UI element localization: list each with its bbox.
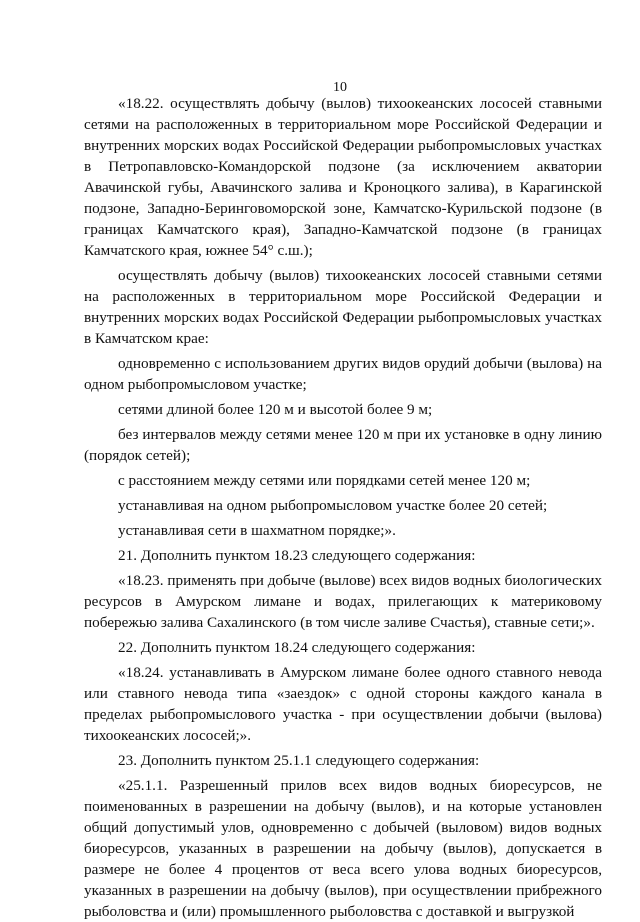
amendment-22-heading: 22. Дополнить пунктом 18.24 следующего содержания:	[118, 639, 476, 656]
paragraph-18-23: «18.23. применять при добыче (вылове) всех видов водных биологических ресурсов в Амурском лимане и водах, прилегающих к материковому побережью залива Сахалинского (в том числе заливе Счастья), ставные сети;».	[84, 572, 602, 631]
list-item: устанавливая на одном рыбопромысловом участке более 20 сетей;	[118, 497, 548, 514]
list-item: с расстоянием между сетями или порядками сетей менее 120 м;	[118, 472, 531, 489]
list-item: одновременно с использованием других видов орудий добычи (вылова) на одном рыбопромысловом участке;	[84, 355, 602, 393]
paragraph-list-intro: осуществлять добычу (вылов) тихоокеанских лососей ставными сетями на расположенных в территориальном море Российской Федерации и внутренних морских водах Российской Федерации рыбопромысловых участках в Камчатском крае:	[84, 267, 602, 347]
paragraph-18-24: «18.24. устанавливать в Амурском лимане более одного ставного невода или ставного невода типа «заездок» с одной стороны каждого канала в пределах рыбопромыслового участка - при осуществлении добычи (вылова) тихоокеанских лососей;».	[84, 664, 602, 744]
list-item: без интервалов между сетями менее 120 м при их установке в одну линию (порядок сетей);	[84, 426, 602, 464]
paragraph-18-22: «18.22. осуществлять добычу (вылов) тихоокеанских лососей ставными сетями на расположенных в территориальном море Российской Федерации и внутренних морских водах Российской Федерации рыбопромысловых участках в Петропавловско-Командорской подзоне (за исключением акватории Авачинской губы, Авачинского залива и Кроноцкого залива), в Карагинской подзоне, Западно-Беринговоморской зоне, Камчатско-Курильской подзоне (в границах Камчатского края), Западно-Камчатской подзоне (в границах Камчатского края, южнее 54° с.ш.);	[84, 95, 602, 259]
amendment-23-heading: 23. Дополнить пунктом 25.1.1 следующего содержания:	[118, 752, 480, 769]
paragraph-25-1-1: «25.1.1. Разрешенный прилов всех видов водных биоресурсов, не поименованных в разрешении на добычу (вылов), и на которые установлен общий допустимый улов, одновременно с добычей (выловом) видов водных биоресурсов, указанных в разрешении на добычу (вылов), допускается в размере не более 4 процентов от веса всего улова водных биоресурсов, указанных в разрешении на добычу (вылов), при осуществлении прибрежного рыболовства и (или) промышленного рыболовства с доставкой и выгрузкой	[84, 777, 602, 920]
document-body	[84, 93, 602, 922]
amendment-21-heading: 21. Дополнить пунктом 18.23 следующего содержания:	[118, 547, 476, 564]
page-number: 10	[333, 80, 347, 95]
list-item: устанавливая сети в шахматном порядке;».	[118, 522, 396, 539]
list-item: сетями длиной более 120 м и высотой более 9 м;	[118, 401, 433, 418]
